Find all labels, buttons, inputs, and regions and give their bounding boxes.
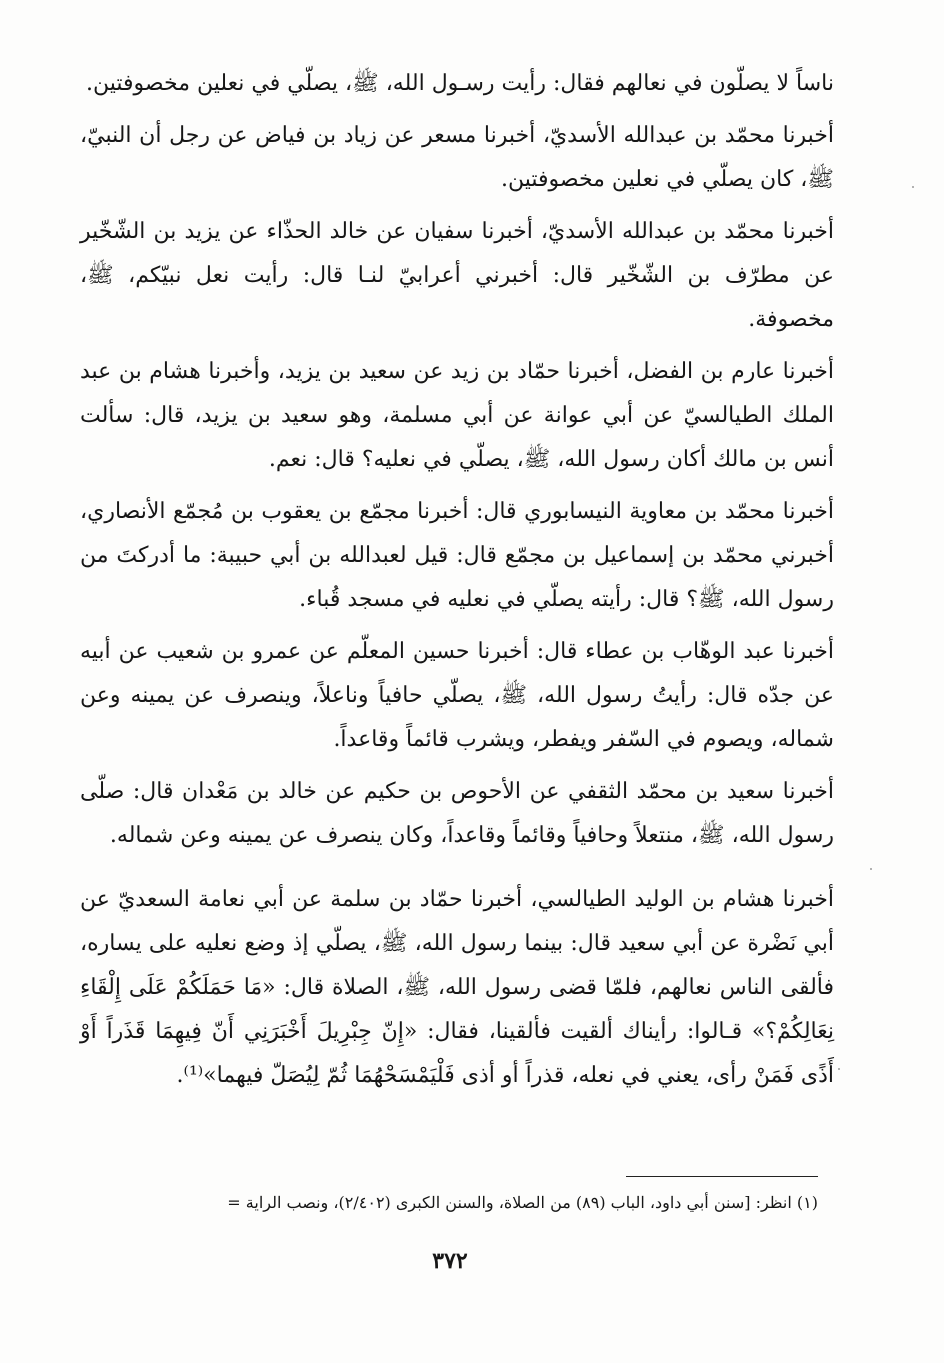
paragraph-3: أخبرنا محمّد بن عبدالله الأسديّ، أخبرنا سفيان عن خالد الحذّاء عن يزيد بن الشّخّير عن مطرّف بن الشّخّير قال: أخبرني أعرابيّ لنـا قال: رأيت نعل نبيّكم، ﷺ، مخصوفة.: [80, 219, 834, 332]
footnote: (١) انظر: [سنن أبي داود، الباب (٨٩) من الصلاة، والسنن الكبرى (٢/٤٠٢)، ونصب الراية =: [227, 1193, 818, 1212]
paragraph-5: أخبرنا محمّد بن معاوية النيسابوري قال: أخبرنا مجمّع بن يعقوب بن مُجمّع الأنصاري، أخبرني محمّد بن إسماعيل بن مجمّع قال: قيل لعبدالله بن أبي حبيبة: ما أدركتَ من رسول الله، ﷺ؟ قال: رأيته يصلّي في نعليه في مسجد قُباء.: [80, 499, 834, 612]
body-text: [80, 62, 834, 1106]
scan-speck: [912, 186, 914, 188]
paragraph-2: أخبرنا محمّد بن عبدالله الأسديّ، أخبرنا مسعر عن زياد بن فياض عن رجل أن النبيّ، ﷺ، كان يصلّي في نعلين مخصوفتين.: [80, 123, 834, 192]
paragraph-7: أخبرنا سعيد بن محمّد الثقفي عن الأحوص بن حكيم عن خالد بن مَعْدان قال: صلّى رسول الله، ﷺ، منتعلاً وحافياً وقائماً وقاعداً، وكان ينصرف عن يمينه وعن شماله.: [80, 779, 834, 848]
paragraph-6: أخبرنا عبد الوهّاب بن عطاء قال: أخبرنا حسين المعلّم عن عمرو بن شعيب عن أبيه عن جدّه قال: رأيتُ رسول الله، ﷺ، يصلّي حافياً وناعلاً، وينصرف عن يمينه وعن شماله، ويصوم في السّفر ويفطر، ويشرب قائماً وقاعداً.: [80, 639, 834, 752]
scan-speck: [870, 868, 872, 870]
paragraph-4: أخبرنا عارم بن الفضل، أخبرنا حمّاد بن زيد عن سعيد بن يزيد، وأخبرنا هشام بن عبد الملك الطيالسيّ عن أبي عوانة عن أبي مسلمة، وهو سعيد بن يزيد، قال: سألت أنس بن مالك أكان رسول الله، ﷺ، يصلّي في نعليه؟ قال: نعم.: [80, 359, 834, 472]
page-number: ٣٧٢: [432, 1248, 468, 1274]
scan-speck: [838, 1068, 840, 1070]
paragraph-1: ناساً لا يصلّون في نعالهم فقال: رأيت رسـول الله، ﷺ، يصلّي في نعلين مخصوفتين.: [86, 71, 834, 96]
footnote-separator: [626, 1176, 818, 1177]
paragraph-8: أخبرنا هشام بن الوليد الطيالسي، أخبرنا حمّاد بن سلمة عن أبي نعامة السعديّ عن أبي نَضْرة عن أبي سعيد قال: بينما رسول الله، ﷺ، يصلّي إذ وضع نعليه على يساره، فألقى الناس نعالهم، فلمّا قضى رسول الله، ﷺ، الصلاة قال: «مَا حَمَلَكُمْ عَلَى إِلْقَاءِ نِعَالِكُمْ؟» قـالوا: رأيناك ألقيت فألقينا، فقال: «إِنّ جِبْرِيلَ أَخْبَرَنِي أَنّ فِيهِمَا قَذَراً أَوْ أَذًى فَمَنْ رأى، يعني في نعله، قذراً أو أذى فَلْيَمْسَحْهُمَا ثُمّ لِيُصَلّ فيهما»⁽¹⁾.: [80, 887, 834, 1088]
